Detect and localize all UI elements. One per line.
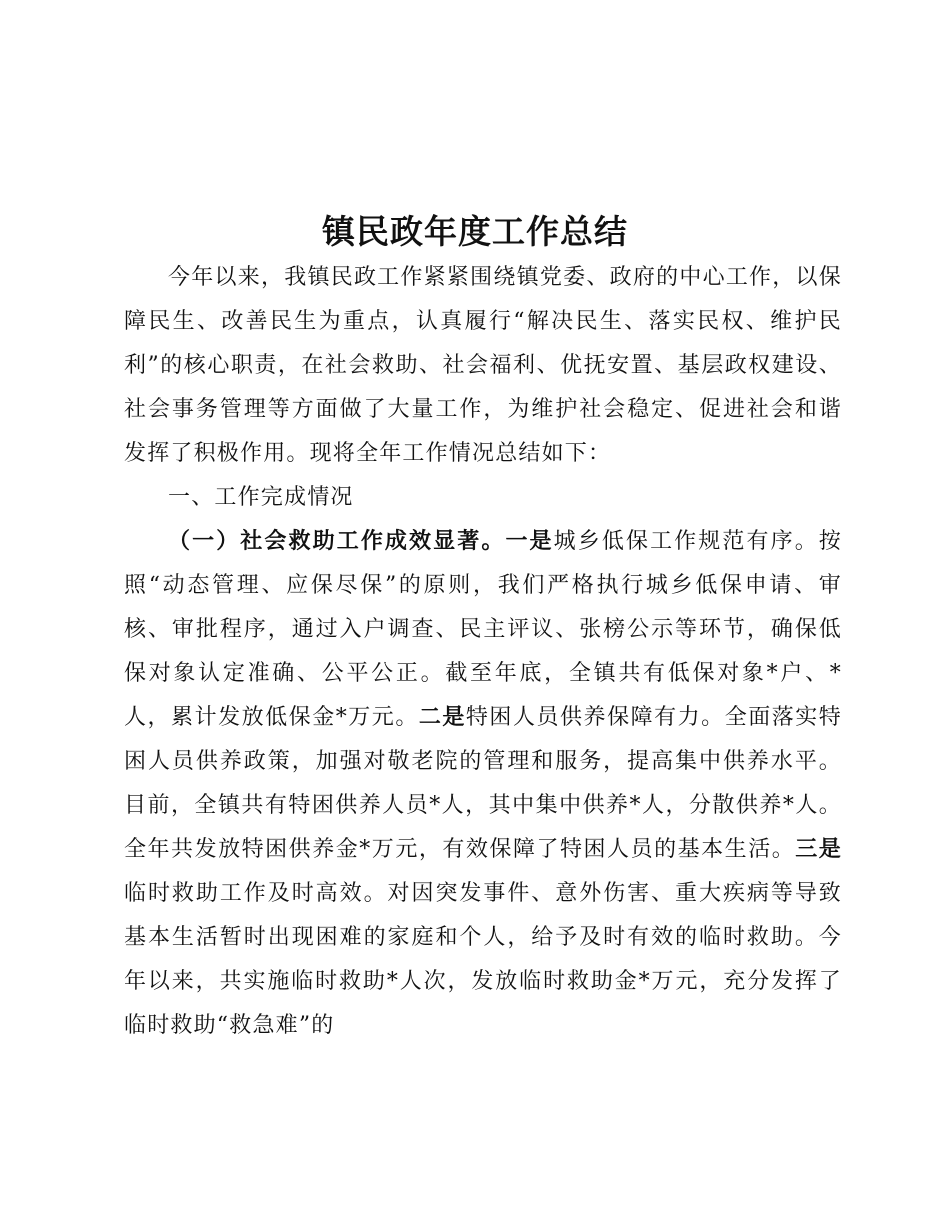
point-lead-2: 二是 (418, 705, 466, 730)
point-lead-3: 三是 (795, 837, 842, 862)
point-text-2: 特困人员供养保障有力。全面落实特困人员供养政策，加强对敬老院的管理和服务，提高集中供养水平。目前，全镇共有特困供养人员*人，其中集中供养*人，分散供养*人。全年共发放特困供养金*万元，有效保障了特困人员的基本生活。 (124, 705, 842, 862)
subsection-heading: （一）社会救助工作成效显著。 (168, 529, 506, 554)
document-title: 镇民政年度工作总结 (322, 212, 628, 251)
point-lead-1: 一是 (505, 529, 554, 554)
point-text-1: 城乡低保工作规范有序。按照“动态管理、应保尽保”的原则，我们严格执行城乡低保申请、审核、审批程序，通过入户调查、民主评议、张榜公示等环节，确保低保对象认定准确、公平公正。截至年底，全镇共有低保对象*户、*人，累计发放低保金*万元。 (124, 529, 843, 730)
social-assistance-paragraph (124, 520, 842, 1048)
intro-paragraph: 今年以来，我镇民政工作紧紧围绕镇党委、政府的中心工作，以保障民生、改善民生为重点，认真履行“解决民生、落实民权、维护民利”的核心职责，在社会救助、社会福利、优抚安置、基层政权建设、社会事务管理等方面做了大量工作，为维护社会稳定、促进社会和谐发挥了积极作用。现将全年工作情况总结如下： (124, 265, 842, 466)
point-text-3: 临时救助工作及时高效。对因突发事件、意外伤害、重大疾病等导致基本生活暂时出现困难的家庭和个人，给予及时有效的临时救助。今年以来，共实施临时救助*人次，发放临时救助金*万元，充分发挥了临时救助“救急难”的 (124, 881, 842, 1038)
section-heading: 一、工作完成情况 (168, 485, 354, 510)
document-body (124, 256, 842, 1048)
